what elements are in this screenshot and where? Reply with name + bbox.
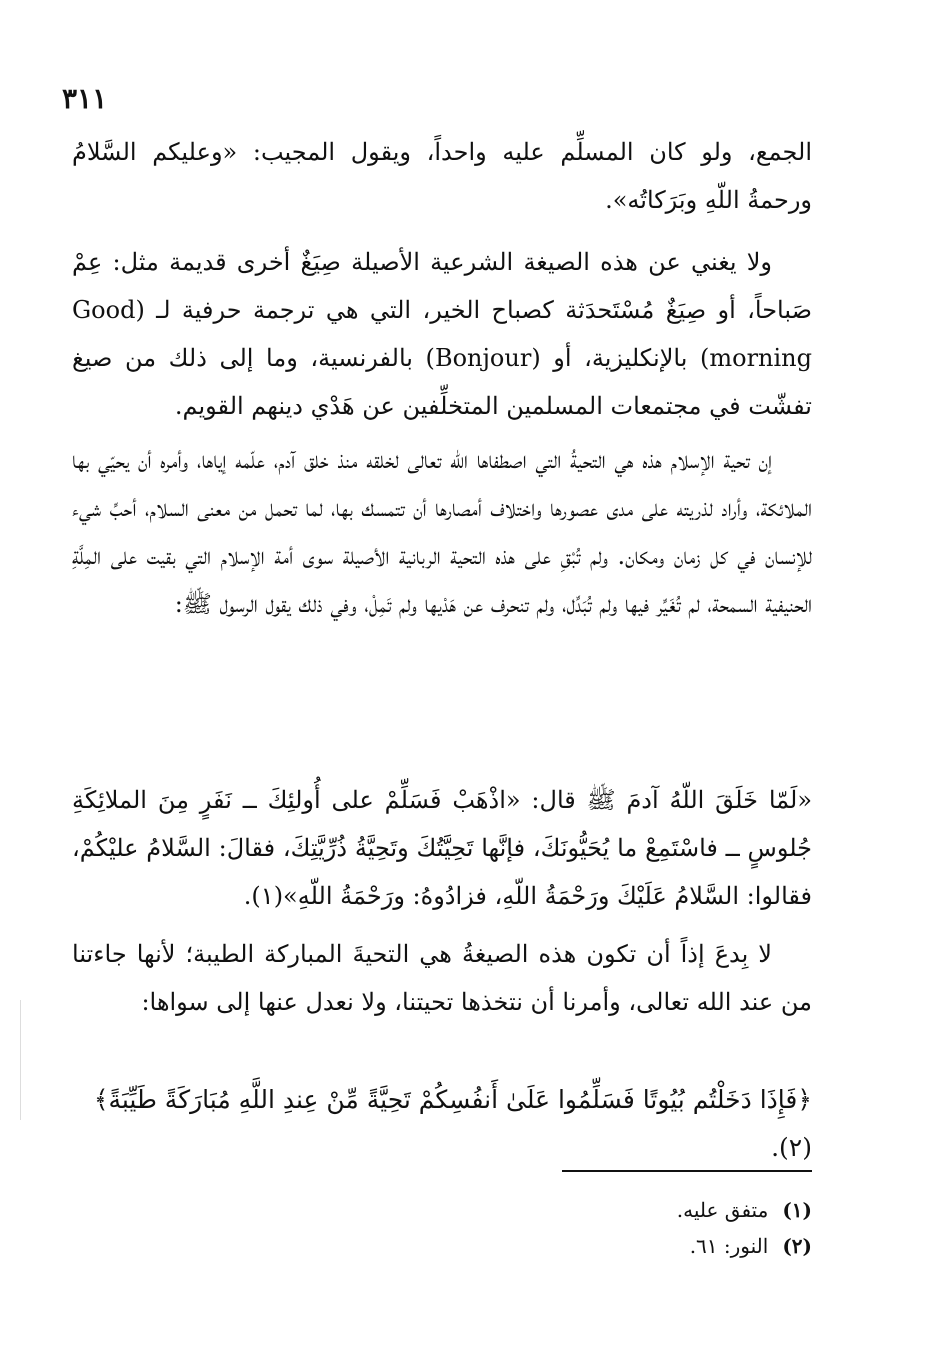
paragraph-text: إن تحية الإسلام هذه هي التحيةُ التي اصطفاها الله تعالى لخلقه منذ خلق آدم، علّمه إياها، وأمره أن يحيّي بها الملائكة، وأراد لذريته على مدى عصورها واختلاف أمصارها أن تتمسك بها، لما تحمل من معنى السلام، أحبِّ شيء للإنسان في كل زمان ومكان. ولم تُبْقِ على هذه التحية الربانية الأصيلة سوى أمة الإسلام التي بقيت على المِلَّةِ الحنيفية السمحة، لم تُغَيِّر فيها ولم تُبَدِّل، ولم تنحرف عن هَدْيها ولم تَمِلْ، وفي ذلك يقول الرسول ﷺ: <box>72 446 812 618</box>
paragraph-1 <box>72 128 812 224</box>
paragraph-2 <box>72 238 812 430</box>
paragraph-text: لا بِدعَ إذاً أن تكون هذه الصيغةُ هي التحيةَ المباركة الطيبة؛ لأنها جاءتنا من عند الله تعالى، وأمرنا أن نتخذها تحيتنا، ولا نعدل عنها إلى سواها: <box>72 940 812 1016</box>
footnote-text: النور: ٦١. <box>689 1234 769 1258</box>
footnote-number: (٢) <box>782 1234 812 1258</box>
scan-edge-mark <box>20 1000 21 1120</box>
paragraph-3 <box>72 436 812 628</box>
footnote-text: متفق عليه. <box>676 1198 769 1222</box>
footnotes <box>72 1192 812 1264</box>
hadith-quote <box>72 776 812 920</box>
page-number: ٣١١ <box>62 82 108 115</box>
quran-verse: ﴿فَإِذَا دَخَلْتُم بُيُوتًا فَسَلِّمُوا عَلَىٰ أَنفُسِكُمْ تَحِيَّةً مِّنْ عِندِ اللَّهِ مُبَارَكَةً طَيِّبَةً﴾(٢). <box>93 1085 812 1162</box>
footnote-2 <box>72 1228 812 1264</box>
paragraph-text: ولا يغني عن هذه الصيغة الشرعية الأصيلة صِيَغٌ أخرى قديمة مثل: عِمْ صَباحاً، أو صِيَغٌ مُسْتَحدَثة كصباح الخير، التي هي ترجمة حرفية لـ (Good morning) بالإنكليزية، أو (Bonjour) بالفرنسية، وما إلى ذلك من صيغ تفشّت في مجتمعات المسلمين المتخلِّفين عن هَدْي دينهم القويم. <box>72 248 812 420</box>
paragraph-text: «لَمّا خَلَقَ اللّهُ آدمَ ﷺ قال: «اذْهَبْ فَسَلِّمْ على أُولئِكَ ــ نَفَرٍ مِنَ الملائِكَةِ جُلوسٍ ــ فاسْتَمِعْ ما يُحَيُّونَكَ، فإنَّها تَحِيَّتُكَ وتَحِيَّةُ ذُرِّيَّتِكَ، فقالَ: السَّلامُ عليْكُمْ، فقالوا: السَّلامُ عَلَيْكَ ورَحْمَةُ اللّهِ، فزادُوهُ: ورَحْمَةُ اللّهِ»(١). <box>72 786 812 910</box>
paragraph-5 <box>72 930 812 1026</box>
footnote-1 <box>72 1192 812 1228</box>
paragraph-text: الجمع، ولو كان المسلِّم عليه واحداً، ويقول المجيب: «وعليكم السَّلامُ ورحمةُ اللّهِ وبَرَكاتُه». <box>72 138 812 214</box>
footnote-number: (١) <box>782 1198 812 1222</box>
footnote-divider <box>562 1170 812 1172</box>
